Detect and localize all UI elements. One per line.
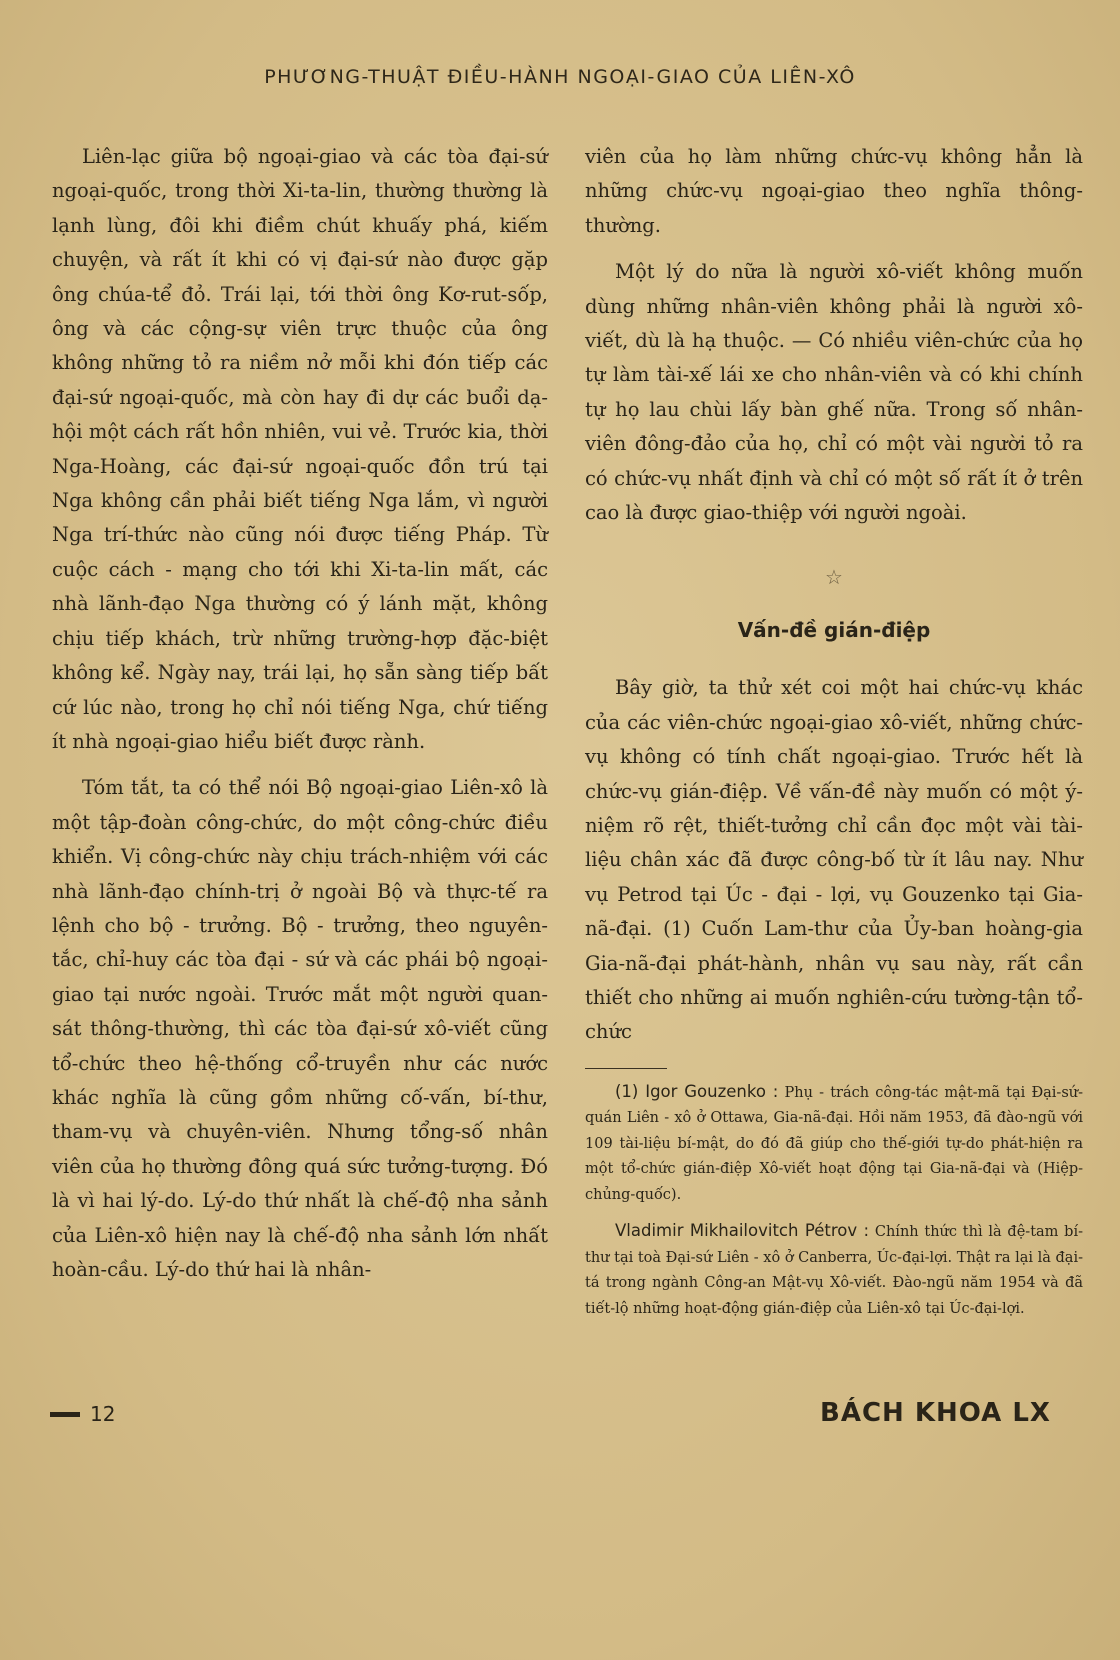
section-divider-star: ☆ <box>825 565 843 590</box>
paragraph: Một lý do nữa là người xô-viết không muốn dùng những nhân-viên không phải là người xô-viết, dù là hạ thuộc. — Có nhiều viên-chức của họ tự làm tài-xế lái xe cho nhân-viên và có khi chính tự họ lau chùi lấy bàn ghế nữa. Trong số nhân-viên đông-đảo của họ, chỉ có một vài người tỏ ra có chức-vụ nhất định và chỉ có một số rất ít ở trên cao là được giao-thiệp với người ngoài. <box>585 260 1083 525</box>
dash-mark <box>50 1412 80 1417</box>
paragraph-continued: viên của họ làm những chức-vụ không hẳn là những chức-vụ ngoại-giao theo nghĩa thông-thường. <box>585 145 1083 237</box>
section-title: Vấn-đề gián-điệp <box>737 617 931 642</box>
page-number-area <box>50 1402 115 1426</box>
running-header: PHƯƠNG-THUẬT ĐIỀU-HÀNH NGOẠI-GIAO CỦA LIÊN-XÔ <box>264 66 856 88</box>
footnote-1-lead: (1) Igor Gouzenko : <box>615 1081 779 1101</box>
left-column <box>52 140 548 1287</box>
footnote-1-text: Phụ - trách công-tác mật-mã tại Đại-sứ-quán Liên - xô ở Ottawa, Gia-nã-đại. Hồi năm 1953, đã đào-ngũ với 109 tài-liệu bí-mật, do đó đã giúp cho thế-giới tự-do phát-hiện ra một tổ-chức gián-điệp Xô-viết hoạt động tại Gia-nã-đại và (Hiệp-chủng-quốc). <box>585 1084 1084 1203</box>
footnote-2-lead: Vladimir Mikhailovitch Pétrov : <box>615 1221 870 1241</box>
page-number: 12 <box>90 1402 116 1426</box>
footnote-divider <box>585 1068 667 1069</box>
paragraph: Tóm tắt, ta có thể nói Bộ ngoại-giao Liên-xô là một tập-đoàn công-chức, do một công-chức điều khiển. Vị công-chức này chịu trách-nhiệm với các nhà lãnh-đạo chính-trị ở ngoài Bộ và thực-tế ra lệnh cho bộ - trưởng. Bộ - trưởng, theo nguyên-tắc, chỉ-huy các tòa đại - sứ và các phái bộ ngoại-giao tại nước ngoài. Trước mắt một người quan-sát thông-thường, thì các tòa đại-sứ xô-viết cũng tổ-chức theo hệ-thống cổ-truyền như các nước khác nghĩa là cũng gồm những cố-vấn, bí-thư, tham-vụ và chuyên-viên. Nhưng tổng-số nhân viên của họ thường đông quá sức tưởng-tượng. Đó là vì hai lý-do. Lý-do thứ nhất là chế-độ nha sảnh của Liên-xô hiện nay là chế-độ nha sảnh lớn nhất hoàn-cầu. Lý-do thứ hai là nhân- <box>52 776 548 1281</box>
magazine-footer: BÁCH KHOA LX <box>820 1398 1051 1428</box>
right-column <box>585 140 1083 1322</box>
paragraph: Liên-lạc giữa bộ ngoại-giao và các tòa đại-sứ ngoại-quốc, trong thời Xi-ta-lin, thường thường là lạnh lùng, đôi khi điềm chút khuấy phá, kiếm chuyện, và rất ít khi có vị đại-sứ nào được gặp ông chúa-tể đỏ. Trái lại, tới thời ông Kơ-rut-sốp, ông và các cộng-sự viên trực thuộc của ông không những tỏ ra niềm nở mỗi khi đón tiếp các đại-sứ ngoại-quốc, mà còn hay đi dự các buổi dạ-hội một cách rất hồn nhiên, vui vẻ. Trước kia, thời Nga-Hoàng, các đại-sứ ngoại-quốc đồn trú tại Nga không cần phải biết tiếng Nga lắm, vì người Nga trí-thức nào cũng nói được tiếng Pháp. Từ cuộc cách - mạng cho tới khi Xi-ta-lin mất, các nhà lãnh-đạo Nga thường có ý lánh mặt, không chịu tiếp khách, trừ những trường-hợp đặc-biệt không kể. Ngày nay, trái lại, họ sẵn sàng tiếp bất cứ lúc nào, trong họ chỉ nói tiếng Nga, chứ tiếng ít nhà ngoại-giao hiểu biết được rành. <box>52 145 548 753</box>
paragraph: Bây giờ, ta thử xét coi một hai chức-vụ khác của các viên-chức ngoại-giao xô-viết, những chức-vụ không có tính chất ngoại-giao. Trước hết là chức-vụ gián-điệp. Về vấn-đề này muốn có một ý-niệm rõ rệt, thiết-tưởng chỉ cần đọc một vài tài-liệu chân xác đã được công-bố từ ít lâu nay. Như vụ Petrod tại Úc - đại - lợi, vụ Gouzenko tại Gia-nã-đại. (1) Cuốn Lam-thư của Ủy-ban hoàng-gia Gia-nã-đại phát-hành, nhân vụ sau này, rất cần thiết cho những ai muốn nghiên-cứu tường-tận tổ-chức <box>585 676 1083 1044</box>
footnote-2-text: Chính thức thì là đệ-tam bí-thư tại toà Đại-sứ Liên - xô ở Canberra, Úc-đại-lợi. Thật ra lại là đại-tá trong ngành Công-an Mật-vụ Xô-viết. Đào-ngũ năm 1954 và đã tiết-lộ những hoạt-động gián-điệp của Liên-xô tại Úc-đại-lợi. <box>585 1224 1084 1317</box>
footnote-1 <box>585 1079 1083 1209</box>
footnote-2 <box>585 1218 1083 1322</box>
